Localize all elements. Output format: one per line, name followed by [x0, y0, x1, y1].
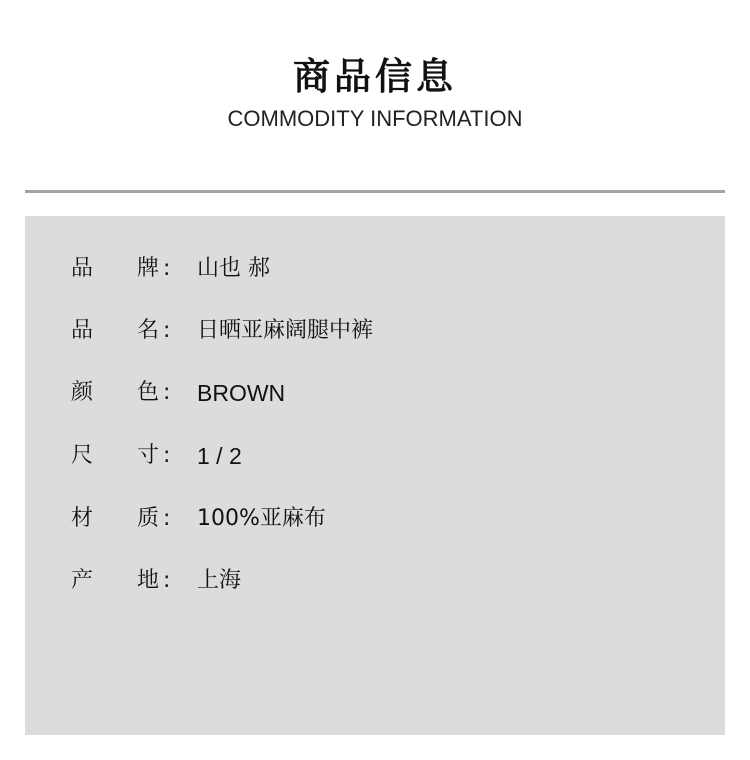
info-colon: : [163, 506, 171, 531]
info-value-color: BROWN [197, 380, 286, 406]
info-label-char-2: 牌 [137, 256, 160, 281]
info-row-product-name [25, 316, 725, 346]
page-subtitle: COMMODITY INFORMATION [227, 106, 523, 131]
info-value-product-name: 日晒亚麻阔腿中裤 [197, 318, 374, 343]
info-label-char-1: 品 [71, 256, 94, 281]
info-row-color [25, 378, 725, 408]
info-label-char-1: 尺 [71, 443, 94, 468]
info-colon: : [163, 318, 171, 343]
info-label-char-2: 名 [137, 318, 160, 343]
info-colon: : [163, 380, 171, 405]
info-label-char-1: 品 [71, 318, 94, 343]
info-row-brand [25, 254, 725, 284]
info-row-size [25, 441, 725, 471]
info-label-char-2: 质 [137, 506, 160, 531]
info-label-char-2: 色 [137, 380, 160, 405]
info-label-char-2: 地 [137, 568, 160, 593]
info-row-origin [25, 566, 725, 596]
page-title: 商品信息 [293, 55, 457, 98]
info-colon: : [163, 256, 171, 281]
info-label-char-1: 颜 [71, 380, 94, 405]
info-value-origin: 上海 [197, 568, 242, 593]
info-label-char-1: 产 [71, 568, 94, 593]
info-panel [25, 216, 725, 735]
header-divider [25, 190, 725, 193]
info-row-material [25, 504, 725, 534]
info-label-char-2: 寸 [137, 443, 160, 468]
info-colon: : [163, 443, 171, 468]
info-label-char-1: 材 [71, 506, 94, 531]
info-colon: : [163, 568, 171, 593]
info-value-brand: 山也 郝 [197, 256, 270, 281]
info-value-size: 1 / 2 [197, 443, 242, 469]
info-value-material: 100%亚麻布 [197, 506, 326, 531]
